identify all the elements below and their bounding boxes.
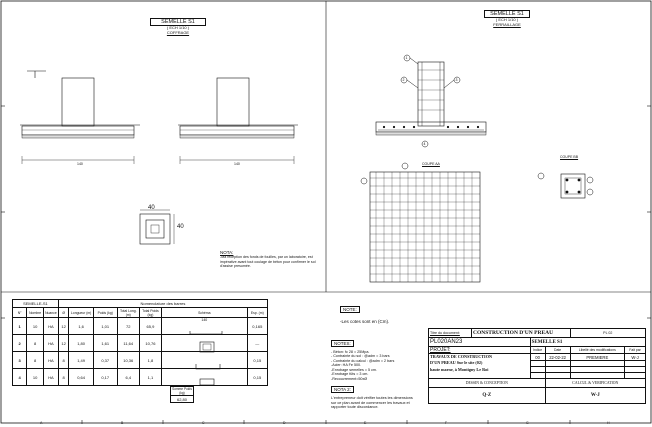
coffrage-title: SEMELLE S1 [150,18,206,26]
col-header: Longueur (m) [69,308,93,318]
coffrage-subtitle: COFFRAGE [166,29,190,35]
dim-main-1: 140 [77,162,83,166]
callout-2: 2 [402,77,405,82]
col-header: Esp. (m) [247,308,267,318]
table-row: 2 8 HA 12 1,80 1,61 11,64 10,76 — [13,335,268,352]
frame-letter: A [40,421,43,425]
calc-label: CALCUL & VERIFICATION [545,379,645,388]
coupe-bb-section [561,174,585,198]
col-header: Ø [58,308,69,318]
col-header: Total Long. (m) [117,308,139,318]
coupe-aa-grid [370,172,480,282]
notes-line: -Acier: HA Fe 500. [331,363,362,368]
callout-4: 4 [423,141,426,146]
frame-letter: C [202,421,205,425]
design-label: DESSIN & CONCEPTION [429,379,546,388]
nota-1-title: NOTA: [220,250,234,255]
ferraillage-scale: ( ECH 1/10 ) [495,17,519,22]
doc-label: Titre du document: [429,329,472,338]
col-header: Nuance [44,308,59,318]
bar-schedule-title: Nomenclature des barres [58,300,267,308]
nota-1-text: -Ma réception des fonds de fouilles, par un laboratoire, est impérative avant tout coulage de béton pour confirmer le sol d'assise presumée. [220,255,316,269]
dim-main-2: 140 [234,162,240,166]
bar-schedule [12,299,268,403]
total-label: Somme Poids (kg) [172,387,192,395]
table-row: 4 10 HA 8 0,64 0,17 6,4 1,1 0,15 [13,369,268,386]
projet-text: TRAVAUX DE CONSTRUCTION D'UN PREAU Sur le site (02) haute marne, à Montigny Le Roi [429,354,531,379]
notes-list [331,332,417,381]
drawing-ref: PL020AN23 [429,338,531,347]
note-text: -Les cotes sont en (Cm). [340,319,390,324]
element-name: SEMELLE S1 [530,338,645,347]
coffrage-scale: ( ECH 1/10 ) [166,25,190,30]
nota-2-text: L'entrepreneur doit vérifier toutes les dimensions sur ce plan avant de commencer les travaux et rapporter toute discordance. [331,396,413,410]
table-row: 1 10 HA 12 1,6 1,01 72 65,9 140 0,165 [13,318,268,335]
ferraillage-subtitle: FERRAILLAGE [493,21,521,27]
doc-title: CONSTRUCTION D'UN PREAU [472,329,571,338]
note-units [340,298,420,324]
coupe-aa-label: COUPE AA [422,162,440,166]
table-row: 3 8 HA 8 1,49 0,37 10,36 1,8 0,15 [13,352,268,369]
notes-line: - Contrainte du sol : @adm = 3 bars [331,354,390,359]
coffrage-elevation-2 [178,78,298,164]
plan-dim-height: 40 [177,224,184,230]
nota-1 [220,250,320,268]
nota-2-title: NOTA 2: [331,386,354,393]
col-header: Poids (kg) [93,308,117,318]
rebar-callouts [361,55,593,195]
title-block: Titre du document: CONSTRUCTION D'UN PREAU PL 02 PL020AN23 SEMELLE S1 PROJET: Indice Date Libellé des modifications Fait par TRAVAUX DE CONSTRUCTION D'UN PREAU Sur le site (02) haute marne, à Montigny Le Roi 00 22-02-22 PREMIERE W-J DESSIN & CONCEPTION CALCUL & VERIFICATION Q-Z W-J [428,328,646,404]
plan-dim-width: 40 [148,205,155,211]
col-header: N° [13,308,27,318]
frame-letter: F [445,421,448,425]
notes-header: NOTES: [331,340,354,347]
notes-line: -Enrobage fûts = 3 cm. [331,372,369,377]
notes-line: - Béton: fc 28 = 25Mpa. [331,350,370,354]
frame-letter: H [607,421,610,425]
plan-number: PL 02 [570,329,645,338]
callout-1: 1 [405,55,408,60]
coffrage-title-block [150,18,206,35]
notes-line: -Enrobage semelles = 5 cm. [331,367,378,372]
col-header: Total Poids (kg) [139,308,161,318]
nota-2 [331,378,417,410]
notes-line: - Contrainte du calcul : @adm = 2 bars [331,358,395,363]
ferraillage-title-block [484,10,530,27]
bar-schedule-label: SEMELLE-S1 [13,300,59,308]
frame-letter: D [283,421,286,425]
callout-3: 3 [455,77,458,82]
total-value: 62,80 [171,396,194,403]
ferraillage-elevation [376,62,486,135]
design-by: Q-Z [429,388,546,404]
frame-letter: E [364,421,367,425]
schema-dim: 140 [162,318,248,335]
col-header: Schéma [162,308,248,318]
frame-letter: B [121,421,124,425]
calc-by: W-J [545,388,645,404]
projet-label: PROJET: [429,347,531,354]
ferraillage-title: SEMELLE S1 [484,10,530,18]
coffrage-plan [140,210,174,244]
coupe-bb-label: COUPE BB [560,155,579,159]
frame-letter: G [526,421,529,425]
col-header: Nombre [27,308,44,318]
coffrage-elevation-1 [20,71,140,164]
note-header: NOTE: [340,306,360,313]
notes-line: -Recouvrement=50xØ [331,376,368,381]
